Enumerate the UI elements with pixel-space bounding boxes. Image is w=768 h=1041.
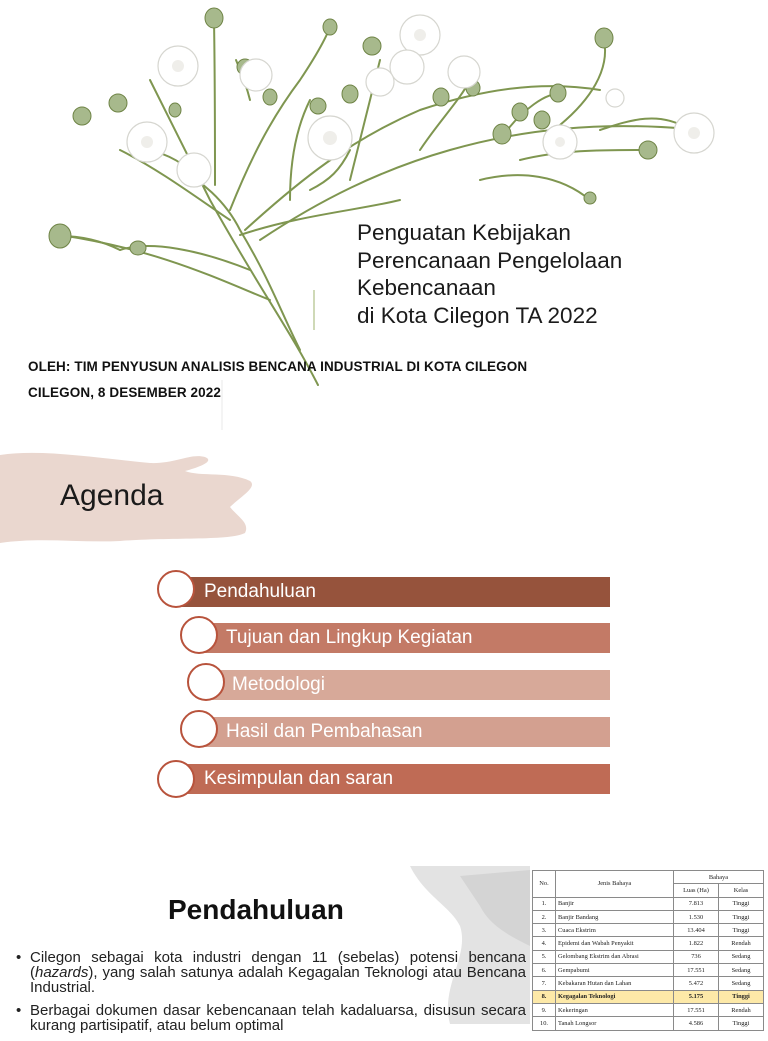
agenda-bullet-circle [180, 710, 218, 748]
table-cell-kelas: Tinggi [719, 910, 764, 923]
table-cell-no: 9. [533, 1003, 556, 1016]
title-slide [0, 0, 768, 430]
table-body [533, 897, 764, 1030]
bullet-text: ), yang salah satunya adalah Kegagalan Teknologi atau Bencana Industrial. [30, 964, 526, 996]
table-cell-jenis: Epidemi dan Wabah Penyakit [556, 937, 674, 950]
table-header-bahaya: Bahaya [674, 871, 764, 884]
table-header-jenis: Jenis Bahaya [556, 871, 674, 898]
table-cell-jenis: Banjir [556, 897, 674, 910]
agenda-title: Agenda [60, 479, 164, 512]
agenda-bullet-circle [157, 760, 195, 798]
table-cell-no: 7. [533, 977, 556, 990]
agenda-bar: Pendahuluan [176, 577, 610, 607]
agenda-item-metodologi [206, 670, 610, 700]
table-header-kelas: Kelas [719, 884, 764, 897]
table-cell-no: 1. [533, 897, 556, 910]
presentation-title [357, 219, 757, 329]
table-cell-no: 10. [533, 1017, 556, 1030]
bullet-text: Cilegon sebagai kota industri dengan 11 (sebelas) potensi bencana ( [30, 949, 526, 981]
table-row [533, 910, 764, 923]
table-cell-jenis: Cuaca Ekstrim [556, 924, 674, 937]
table-cell-kelas: Tinggi [719, 990, 764, 1003]
table-row [533, 924, 764, 937]
title-line: di Kota Cilegon TA 2022 [357, 302, 598, 328]
table-cell-no: 6. [533, 964, 556, 977]
table-cell-luas: 4.586 [674, 1017, 719, 1030]
table-cell-jenis: Gelombang Ekstrim dan Abrasi [556, 950, 674, 963]
babys-breath-flower-illustration [0, 0, 768, 420]
table-cell-luas: 736 [674, 950, 719, 963]
table-cell-jenis: Tanah Longsor [556, 1017, 674, 1030]
table-cell-luas: 1.530 [674, 910, 719, 923]
table-cell-no: 3. [533, 924, 556, 937]
agenda-item-hasil [198, 717, 610, 747]
table-cell-jenis: Kegagalan Teknologi [556, 990, 674, 1003]
table-cell-no: 2. [533, 910, 556, 923]
table-cell-kelas: Sedang [719, 964, 764, 977]
bullet-emphasis: hazards [35, 964, 89, 981]
table-cell-luas: 5.175 [674, 990, 719, 1003]
table-cell-no: 8. [533, 990, 556, 1003]
date-line: CILEGON, 8 DESEMBER 2022 [28, 385, 221, 400]
agenda-bullet-circle [157, 570, 195, 608]
table-row [533, 1017, 764, 1030]
bullet-item [14, 950, 526, 995]
table-cell-luas: 17.551 [674, 1003, 719, 1016]
section-title: Pendahuluan [168, 894, 344, 925]
table-cell-kelas: Tinggi [719, 897, 764, 910]
table-cell-kelas: Tinggi [719, 1017, 764, 1030]
table-row [533, 1003, 764, 1016]
agenda-bullet-circle [187, 663, 225, 701]
bullet-item [14, 1003, 526, 1033]
table-row [533, 937, 764, 950]
table-row [533, 950, 764, 963]
table-cell-jenis: Kebakaran Hutan dan Lahan [556, 977, 674, 990]
table-cell-luas: 1.822 [674, 937, 719, 950]
table-cell-jenis: Banjir Bandang [556, 910, 674, 923]
hazard-table [532, 870, 764, 1031]
agenda-bullet-circle [180, 616, 218, 654]
title-line: Penguatan Kebijakan [357, 220, 571, 245]
agenda-item-kesimpulan [176, 764, 610, 794]
table-cell-kelas: Tinggi [719, 924, 764, 937]
intro-slide [0, 866, 768, 1034]
table-row [533, 977, 764, 990]
table-cell-luas: 7.813 [674, 897, 719, 910]
agenda-item-tujuan [198, 623, 610, 653]
table-cell-no: 5. [533, 950, 556, 963]
table-cell-jenis: Gempabumi [556, 964, 674, 977]
table-row [533, 964, 764, 977]
agenda-bar: Hasil dan Pembahasan [198, 717, 610, 747]
table-cell-luas: 5.472 [674, 977, 719, 990]
table-row [533, 897, 764, 910]
table-cell-kelas: Sedang [719, 977, 764, 990]
table-header-luas: Luas (Ha) [674, 884, 719, 897]
author-line: OLEH: TIM PENYUSUN ANALISIS BENCANA INDUSTRIAL DI KOTA CILEGON [28, 359, 528, 374]
agenda-bar: Tujuan dan Lingkup Kegiatan [198, 623, 610, 653]
agenda-bar: Kesimpulan dan saran [176, 764, 610, 794]
agenda-bar: Metodologi [206, 670, 610, 700]
bullet-list [14, 950, 526, 1041]
table-cell-no: 4. [533, 937, 556, 950]
title-line: Perencanaan Pengelolaan [357, 247, 623, 273]
table-cell-luas: 13.404 [674, 924, 719, 937]
table-cell-luas: 17.551 [674, 964, 719, 977]
table-cell-kelas: Sedang [719, 950, 764, 963]
table-cell-jenis: Kekeringan [556, 1003, 674, 1016]
table-header-no: No. [533, 871, 556, 898]
table-row [533, 990, 764, 1003]
agenda-item-pendahuluan [176, 577, 610, 607]
table-cell-kelas: Rendah [719, 937, 764, 950]
table-cell-kelas: Rendah [719, 1003, 764, 1016]
agenda-slide [0, 437, 768, 837]
bullet-text: Berbagai dokumen dasar kebencanaan telah kadaluarsa, disusun secara kurang partisipatif, atau belum optimal [30, 1002, 526, 1034]
title-line: Kebencanaan [357, 275, 496, 300]
